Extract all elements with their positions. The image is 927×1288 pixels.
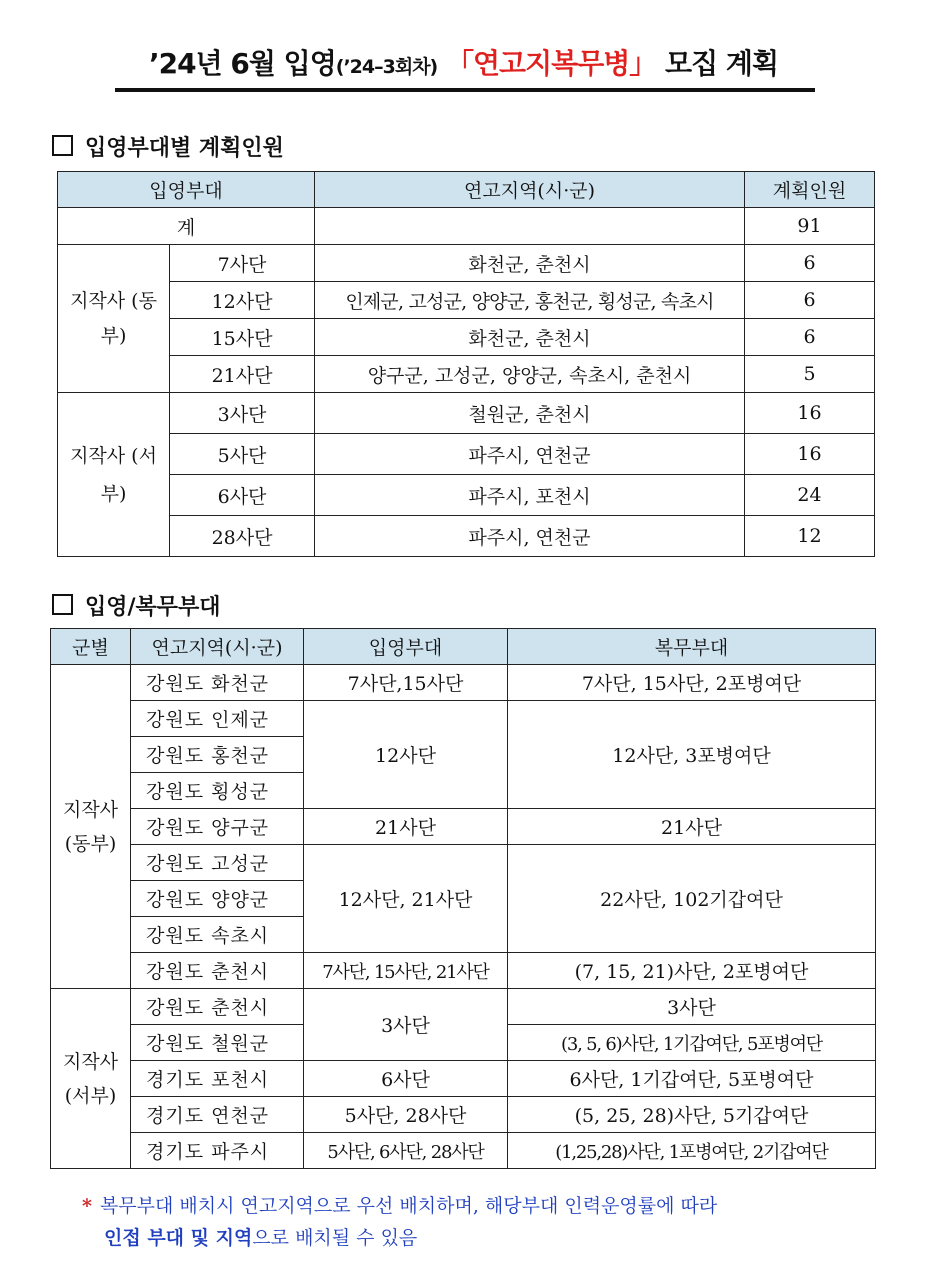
table-row	[58, 282, 875, 319]
entry-cell: 6사단	[304, 1061, 508, 1097]
region-cell: 강원도 횡성군	[131, 773, 304, 809]
header-entry-unit: 입영부대	[58, 172, 315, 208]
table-row	[51, 665, 876, 701]
group-west: 지작사 (서부)	[51, 989, 131, 1169]
table-row	[58, 319, 875, 356]
asterisk-marker: *	[82, 1195, 92, 1217]
group-east: 지작사 (동부)	[51, 665, 131, 989]
table-row	[51, 809, 876, 845]
table-row	[58, 356, 875, 393]
title-part1: ’24년 6월 입영	[149, 47, 336, 80]
entry-cell: 21사단	[304, 809, 508, 845]
section2-heading	[52, 590, 221, 621]
group-west: 지작사 (서부)	[58, 393, 170, 557]
page-title	[0, 42, 927, 82]
service-cell: 21사단	[508, 809, 876, 845]
region-cell: 강원도 양양군	[131, 881, 304, 917]
region-cell: 양구군, 고성군, 양양군, 속초시, 춘천시	[315, 356, 745, 393]
title-part4: 모집 계획	[665, 47, 778, 80]
section2-heading-text: 입영/복무부대	[85, 595, 221, 620]
count-cell: 6	[745, 245, 875, 282]
service-cell: 7사단, 15사단, 2포병여단	[508, 665, 876, 701]
region-cell: 화천군, 춘천시	[315, 245, 745, 282]
service-cell: 3사단	[508, 989, 876, 1025]
footnote-bold: 인접 부대 및 지역	[104, 1227, 253, 1249]
entry-cell: 12사단	[304, 701, 508, 809]
count-cell: 16	[745, 393, 875, 434]
table-row	[58, 245, 875, 282]
checkbox-square-icon	[52, 594, 73, 615]
section1-heading	[52, 131, 284, 162]
region-cell: 강원도 양구군	[131, 809, 304, 845]
unit-cell: 5사단	[170, 434, 315, 475]
title-part3: 「연고지복무병」	[446, 47, 657, 80]
planned-personnel-table	[57, 171, 875, 557]
region-cell: 강원도 춘천시	[131, 953, 304, 989]
region-cell: 경기도 파주시	[131, 1133, 304, 1169]
checkbox-square-icon	[52, 135, 73, 156]
service-cell: (1,25,28)사단, 1포병여단, 2기갑여단	[508, 1133, 876, 1169]
table-header-row	[58, 172, 875, 208]
table-row	[51, 989, 876, 1025]
service-cell: (7, 15, 21)사단, 2포병여단	[508, 953, 876, 989]
total-label: 계	[58, 208, 315, 245]
table-row	[51, 1133, 876, 1169]
header-entry-unit: 입영부대	[304, 629, 508, 665]
footnote-line2	[82, 1222, 717, 1254]
entry-cell: 5사단, 6사단, 28사단	[304, 1133, 508, 1169]
region-cell: 강원도 춘천시	[131, 989, 304, 1025]
title-part2: (’24–3회차)	[335, 56, 438, 78]
title-underline	[115, 88, 815, 92]
unit-cell: 28사단	[170, 516, 315, 557]
service-cell: 6사단, 1기갑여단, 5포병여단	[508, 1061, 876, 1097]
footnote-text-2: 으로 배치될 수 있음	[252, 1227, 418, 1249]
entry-cell: 7사단,15사단	[304, 665, 508, 701]
region-cell: 경기도 포천시	[131, 1061, 304, 1097]
region-cell: 강원도 화천군	[131, 665, 304, 701]
header-branch: 군별	[51, 629, 131, 665]
header-region: 연고지역(시·군)	[315, 172, 745, 208]
section1-heading-text: 입영부대별 계획인원	[85, 136, 284, 161]
table-row	[51, 1061, 876, 1097]
table-header-row	[51, 629, 876, 665]
region-cell: 인제군, 고성군, 양양군, 홍천군, 횡성군, 속초시	[315, 282, 745, 319]
footnote	[82, 1190, 717, 1254]
region-cell: 강원도 고성군	[131, 845, 304, 881]
region-cell: 경기도 연천군	[131, 1097, 304, 1133]
count-cell: 16	[745, 434, 875, 475]
table-row	[58, 516, 875, 557]
unit-cell: 6사단	[170, 475, 315, 516]
region-cell: 화천군, 춘천시	[315, 319, 745, 356]
count-cell: 6	[745, 319, 875, 356]
entry-cell: 3사단	[304, 989, 508, 1061]
service-cell: (5, 25, 28)사단, 5기갑여단	[508, 1097, 876, 1133]
count-cell: 6	[745, 282, 875, 319]
header-region: 연고지역(시·군)	[131, 629, 304, 665]
unit-cell: 3사단	[170, 393, 315, 434]
region-cell: 파주시, 포천시	[315, 475, 745, 516]
unit-cell: 12사단	[170, 282, 315, 319]
entry-cell: 7사단, 15사단, 21사단	[304, 953, 508, 989]
group-east: 지작사 (동부)	[58, 245, 170, 393]
region-cell: 파주시, 연천군	[315, 434, 745, 475]
table-row	[58, 475, 875, 516]
total-row	[58, 208, 875, 245]
header-service-unit: 복무부대	[508, 629, 876, 665]
entry-cell: 12사단, 21사단	[304, 845, 508, 953]
unit-cell: 21사단	[170, 356, 315, 393]
unit-cell: 7사단	[170, 245, 315, 282]
region-cell: 강원도 철원군	[131, 1025, 304, 1061]
footnote-line1	[82, 1190, 717, 1222]
unit-cell: 15사단	[170, 319, 315, 356]
service-cell: (3, 5, 6)사단, 1기갑여단, 5포병여단	[508, 1025, 876, 1061]
count-cell: 24	[745, 475, 875, 516]
total-value: 91	[745, 208, 875, 245]
header-planned-count: 계획인원	[745, 172, 875, 208]
region-cell: 강원도 속초시	[131, 917, 304, 953]
total-region	[315, 208, 745, 245]
count-cell: 5	[745, 356, 875, 393]
service-cell: 22사단, 102기갑여단	[508, 845, 876, 953]
table-row	[51, 845, 876, 881]
table-row	[58, 434, 875, 475]
table-row	[58, 393, 875, 434]
entry-service-unit-table	[50, 628, 876, 1169]
region-cell: 강원도 홍천군	[131, 737, 304, 773]
footnote-text-1: 복무부대 배치시 연고지역으로 우선 배치하며, 해당부대 인력운영률에 따라	[99, 1195, 718, 1217]
service-cell: 12사단, 3포병여단	[508, 701, 876, 809]
entry-cell: 5사단, 28사단	[304, 1097, 508, 1133]
region-cell: 철원군, 춘천시	[315, 393, 745, 434]
region-cell: 강원도 인제군	[131, 701, 304, 737]
count-cell: 12	[745, 516, 875, 557]
table-row	[51, 701, 876, 737]
region-cell: 파주시, 연천군	[315, 516, 745, 557]
table-row	[51, 1097, 876, 1133]
table-row	[51, 953, 876, 989]
